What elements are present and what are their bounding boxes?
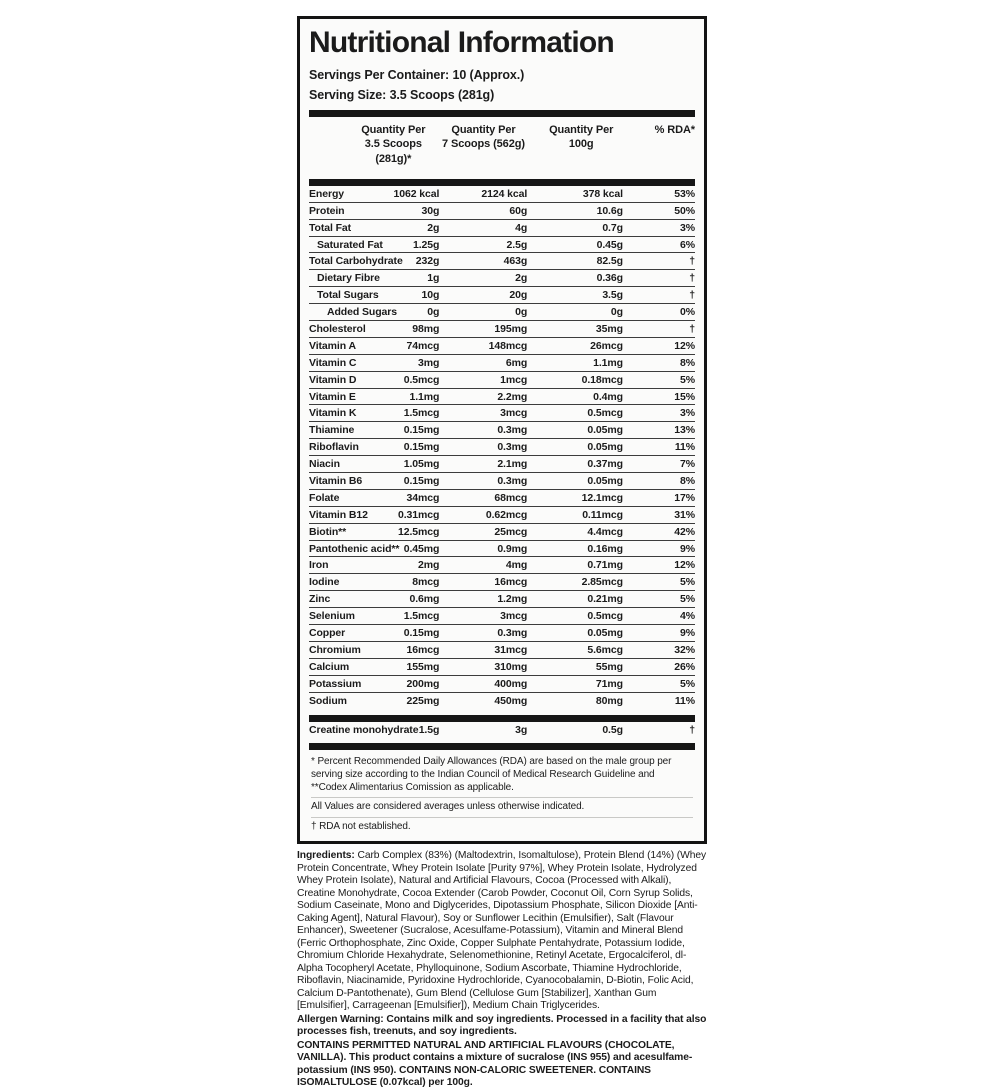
qty-per-serving: 1.5mcg bbox=[403, 610, 440, 623]
allergen-label: Allergen Warning: bbox=[297, 1013, 384, 1025]
qty-per-serving: 0g bbox=[427, 306, 440, 319]
nutrition-panel bbox=[297, 16, 707, 844]
table-row bbox=[309, 541, 695, 558]
nutrient-label: Calcium bbox=[309, 660, 350, 673]
divider-bar bbox=[309, 743, 695, 750]
nutrient-label: Vitamin B6 bbox=[309, 475, 363, 488]
nutrient-label: Energy bbox=[309, 187, 344, 200]
nutrient-label: Niacin bbox=[309, 458, 340, 471]
ingredients-text: Carb Complex (83%) (Maltodextrin, Isomaltulose), Protein Blend (14%) (Whey Protein Concentrate, Whey Protein Isolate [Purity 97%], Whey Protein Isolate, Hydrolyzed Whey Protein Isolate), Natural and Artificial Flavours, Cocoa (Processed with Alkali), Creatine Monohydrate, Cocoa Extender (Carob Powder, Coconut Oil, Corn Syrup Solids, Sodium Caseinate, Mono and Diglycerides, Dipotassium Phosphate, Silicon Dioxide [Anti-Caking Agent], Natural Flavour), Soy or Sunflower Lecithin (Emulsifier), Salt (Flavour Enhancer), Sweetener (Sucralose, Acesulfame-Potassium), Vitamin and Mineral Blend (Ferric Orthophosphate, Zinc Oxide, Copper Sulphate Pentahydrate, Potassium Iodide, Chromium Chloride Hexahydrate, Selenomethionine, Retinyl Acetate, Ergocalciferol, dl-Alpha Tocopheryl Acetate, Phylloquinone, Sodium Ascorbate, Thiamine Hydrochloride, Riboflavin, Niacinamide, Pyridoxine Hydrochloride, Cyanocobalamin, D-Biotin, Folic Acid, Calcium D-Pantothenate), Gum Blend (Cellulose Gum [Stabilizer], Xanthan Gum [Emulsifier], Carrageenan [Emulsifier]), Medium Chain Triglycerides. bbox=[297, 850, 707, 1012]
qty-per-100g: 80mg bbox=[595, 694, 623, 707]
qty-per-100g: 3.5g bbox=[602, 289, 623, 302]
qty-per-serving: 1.25g bbox=[412, 238, 440, 251]
column-header-line: 7 Scoops (562g) bbox=[442, 138, 525, 151]
qty-per-serving: 0.15mg bbox=[403, 424, 440, 437]
rda-footnote: * Percent Recommended Daily Allowances (RDA) are based on the male group per serving size according to the Indian Council of Medical Research Guideline and **Codex Alimentarius Comission as applicable. bbox=[311, 753, 693, 798]
qty-per-serving: 30g bbox=[421, 204, 440, 217]
qty-per-7-scoops: 0.9mg bbox=[497, 542, 528, 555]
rda-percent: † bbox=[689, 272, 695, 285]
nutrient-label: Total Fat bbox=[309, 221, 352, 234]
nutrient-label: Riboflavin bbox=[309, 441, 359, 454]
table-row bbox=[309, 557, 695, 574]
qty-per-7-scoops: 1mcg bbox=[500, 373, 528, 386]
table-row bbox=[309, 524, 695, 541]
nutrient-label: Selenium bbox=[309, 610, 355, 623]
servings-per-container: Servings Per Container: 10 (Approx.) bbox=[309, 67, 525, 82]
nutrient-label: Copper bbox=[309, 627, 346, 640]
table-row bbox=[309, 456, 695, 473]
table-row bbox=[309, 439, 695, 456]
table-row bbox=[309, 355, 695, 372]
allergen-warning bbox=[297, 1014, 707, 1039]
nutrition-label bbox=[297, 16, 707, 1091]
rda-percent: 3% bbox=[680, 407, 695, 420]
qty-per-100g: 12.1mcg bbox=[581, 491, 623, 504]
qty-per-serving: 225mg bbox=[406, 694, 440, 707]
qty-per-serving: 1.5g bbox=[418, 723, 440, 736]
qty-per-serving: 8mcg bbox=[412, 576, 440, 589]
qty-per-7-scoops: 463g bbox=[503, 255, 528, 268]
qty-per-serving: 10g bbox=[421, 289, 440, 302]
qty-per-100g: 0.71mg bbox=[587, 559, 623, 572]
qty-per-serving: 232g bbox=[415, 255, 440, 268]
qty-per-7-scoops: 16mcg bbox=[494, 576, 528, 589]
table-row bbox=[309, 389, 695, 406]
qty-per-serving: 0.5mcg bbox=[403, 373, 440, 386]
rda-percent: 50% bbox=[674, 204, 695, 217]
qty-per-7-scoops: 148mcg bbox=[488, 339, 528, 352]
table-row bbox=[309, 642, 695, 659]
table-row bbox=[309, 237, 695, 254]
qty-per-serving: 0.15mg bbox=[403, 441, 440, 454]
qty-per-7-scoops: 68mcg bbox=[494, 491, 528, 504]
qty-per-7-scoops: 195mg bbox=[494, 323, 528, 336]
qty-per-100g: 10.6g bbox=[596, 204, 623, 217]
rda-percent: 17% bbox=[674, 491, 695, 504]
table-row bbox=[309, 625, 695, 642]
qty-per-100g: 0.05mg bbox=[587, 627, 623, 640]
qty-per-100g: 1.1mg bbox=[593, 356, 623, 369]
nutrient-label: Thiamine bbox=[309, 424, 355, 437]
qty-per-serving: 1062 kcal bbox=[393, 187, 440, 200]
rda-percent: † bbox=[689, 723, 695, 736]
rda-percent: 8% bbox=[680, 475, 695, 488]
table-row bbox=[309, 186, 695, 203]
divider-bar bbox=[309, 110, 695, 117]
qty-per-7-scoops: 3g bbox=[515, 723, 528, 736]
table-row bbox=[309, 490, 695, 507]
rda-percent: 8% bbox=[680, 356, 695, 369]
qty-per-7-scoops: 0.3mg bbox=[497, 627, 528, 640]
nutrient-label: Vitamin A bbox=[309, 339, 356, 352]
nutrient-label: Dietary Fibre bbox=[317, 272, 380, 285]
table-row bbox=[309, 253, 695, 270]
qty-per-100g: 82.5g bbox=[596, 255, 623, 268]
nutrient-label: Pantothenic acid** bbox=[309, 542, 400, 555]
qty-per-100g: 0.4mg bbox=[593, 390, 623, 403]
qty-per-7-scoops: 2.2mg bbox=[497, 390, 528, 403]
qty-per-serving: 34mcg bbox=[406, 491, 440, 504]
qty-per-serving: 1.5mcg bbox=[403, 407, 440, 420]
label-title: Nutritional Information bbox=[309, 26, 614, 59]
nutrient-label: Vitamin K bbox=[309, 407, 357, 420]
table-row bbox=[309, 659, 695, 676]
column-header-row bbox=[309, 117, 695, 174]
qty-per-100g: 5.6mcg bbox=[587, 643, 623, 656]
rda-percent: 13% bbox=[674, 424, 695, 437]
rda-percent: 5% bbox=[680, 576, 695, 589]
nutrient-label: Vitamin B12 bbox=[309, 508, 368, 521]
table-row bbox=[309, 693, 695, 710]
qty-per-7-scoops: 1.2mg bbox=[497, 593, 528, 606]
qty-per-100g: 0.37mg bbox=[587, 458, 623, 471]
table-row bbox=[309, 304, 695, 321]
qty-per-7-scoops: 2.1mg bbox=[497, 458, 528, 471]
qty-per-serving: 155mg bbox=[406, 660, 440, 673]
rda-percent: 12% bbox=[674, 339, 695, 352]
nutrient-label: Saturated Fat bbox=[317, 238, 383, 251]
qty-per-serving: 2mg bbox=[418, 559, 440, 572]
nutrient-label: Sodium bbox=[309, 694, 347, 707]
qty-per-serving: 1.1mg bbox=[409, 390, 440, 403]
rda-percent: 53% bbox=[674, 187, 695, 200]
qty-per-7-scoops: 31mcg bbox=[494, 643, 528, 656]
qty-per-serving: 0.6mg bbox=[409, 593, 440, 606]
ingredients-label: Ingredients: bbox=[297, 850, 355, 862]
qty-per-100g: 71mg bbox=[595, 677, 623, 690]
nutrient-label: Zinc bbox=[309, 593, 331, 606]
table-row bbox=[309, 608, 695, 625]
qty-per-7-scoops: 2g bbox=[515, 272, 528, 285]
qty-per-7-scoops: 0.3mg bbox=[497, 475, 528, 488]
ingredients-paragraph bbox=[297, 850, 707, 1013]
rda-percent: 32% bbox=[674, 643, 695, 656]
nutrient-label: Vitamin C bbox=[309, 356, 357, 369]
qty-per-100g: 0g bbox=[610, 306, 623, 319]
qty-per-serving: 0.15mg bbox=[403, 627, 440, 640]
qty-per-serving: 2g bbox=[427, 221, 440, 234]
table-row bbox=[309, 338, 695, 355]
qty-per-100g: 0.36g bbox=[596, 272, 623, 285]
rda-percent: 5% bbox=[680, 677, 695, 690]
qty-per-serving: 1.05mg bbox=[403, 458, 440, 471]
column-header-per-7-scoops bbox=[440, 123, 528, 152]
table-row bbox=[309, 321, 695, 338]
divider-bar bbox=[309, 715, 695, 722]
rda-percent: † bbox=[689, 289, 695, 302]
column-header-line: Quantity Per bbox=[549, 124, 614, 136]
rda-percent: 42% bbox=[674, 525, 695, 538]
rda-percent: 9% bbox=[680, 627, 695, 640]
averages-footnote: All Values are considered averages unless otherwise indicated. bbox=[311, 798, 693, 818]
qty-per-serving: 200mg bbox=[406, 677, 440, 690]
nutrient-label: Potassium bbox=[309, 677, 362, 690]
rda-percent: 6% bbox=[680, 238, 695, 251]
rda-percent: 7% bbox=[680, 458, 695, 471]
qty-per-serving: 16mcg bbox=[406, 643, 440, 656]
nutrient-label: Vitamin D bbox=[309, 373, 357, 386]
table-row bbox=[309, 473, 695, 490]
nutrient-label: Total Carbohydrate bbox=[309, 255, 403, 268]
rda-percent: 5% bbox=[680, 593, 695, 606]
nutrient-label: Added Sugars bbox=[327, 306, 397, 319]
rda-percent: 31% bbox=[674, 508, 695, 521]
qty-per-100g: 0.7g bbox=[602, 221, 623, 234]
rda-percent: 9% bbox=[680, 542, 695, 555]
qty-per-serving: 3mg bbox=[418, 356, 440, 369]
qty-per-7-scoops: 0.62mcg bbox=[485, 508, 528, 521]
rda-percent: 11% bbox=[674, 441, 695, 454]
column-header-line: % RDA* bbox=[654, 124, 695, 136]
table-row bbox=[309, 203, 695, 220]
serving-size: Serving Size: 3.5 Scoops (281g) bbox=[309, 87, 495, 102]
nutrient-label: Protein bbox=[309, 204, 345, 217]
table-row bbox=[309, 422, 695, 439]
rda-percent: 4% bbox=[680, 610, 695, 623]
footnotes-section bbox=[309, 750, 695, 841]
column-header-per-100g bbox=[527, 123, 623, 152]
qty-per-100g: 0.18mcg bbox=[581, 373, 623, 386]
column-header-line: 100g bbox=[568, 138, 594, 151]
column-header-line: Quantity Per bbox=[361, 124, 426, 136]
column-header-rda bbox=[623, 123, 695, 137]
column-header-per-serving bbox=[309, 123, 440, 166]
qty-per-100g: 0.45g bbox=[596, 238, 623, 251]
nutrient-label: Iron bbox=[309, 559, 329, 572]
qty-per-100g: 378 kcal bbox=[582, 187, 623, 200]
qty-per-100g: 0.16mg bbox=[587, 542, 623, 555]
rda-percent: 3% bbox=[680, 221, 695, 234]
allergen-text: Contains milk and soy ingredients. Processed in a facility that also processes fish, treenuts, and soy ingredients. bbox=[297, 1013, 707, 1038]
qty-per-serving: 0.31mcg bbox=[397, 508, 440, 521]
table-row bbox=[309, 574, 695, 591]
qty-per-100g: 4.4mcg bbox=[587, 525, 623, 538]
qty-per-100g: 0.21mg bbox=[587, 593, 623, 606]
creatine-row bbox=[309, 722, 695, 739]
qty-per-7-scoops: 2124 kcal bbox=[481, 187, 528, 200]
rda-percent: 12% bbox=[674, 559, 695, 572]
nutrient-label: Biotin** bbox=[309, 525, 347, 538]
qty-per-serving: 0.15mg bbox=[403, 475, 440, 488]
qty-per-7-scoops: 6mg bbox=[505, 356, 528, 369]
nutrient-table bbox=[309, 186, 695, 710]
table-row bbox=[309, 287, 695, 304]
qty-per-100g: 0.05mg bbox=[587, 441, 623, 454]
qty-per-7-scoops: 0.3mg bbox=[497, 424, 528, 437]
qty-per-7-scoops: 310mg bbox=[494, 660, 528, 673]
rda-percent: 11% bbox=[674, 694, 695, 707]
qty-per-100g: 26mcg bbox=[590, 339, 623, 352]
rda-percent: 5% bbox=[680, 373, 695, 386]
rda-percent: 26% bbox=[674, 660, 695, 673]
qty-per-100g: 35mg bbox=[595, 323, 623, 336]
table-row bbox=[309, 676, 695, 693]
qty-per-100g: 0.5mcg bbox=[587, 407, 623, 420]
qty-per-serving: 98mg bbox=[412, 323, 440, 336]
rda-percent: 15% bbox=[674, 390, 695, 403]
qty-per-7-scoops: 2.5g bbox=[506, 238, 528, 251]
qty-per-7-scoops: 20g bbox=[509, 289, 528, 302]
table-row bbox=[309, 405, 695, 422]
table-row bbox=[309, 507, 695, 524]
nutrient-label: Total Sugars bbox=[317, 289, 379, 302]
qty-per-serving: 74mcg bbox=[406, 339, 440, 352]
qty-per-serving: 0.45mg bbox=[403, 542, 440, 555]
qty-per-serving: 12.5mcg bbox=[397, 525, 440, 538]
qty-per-7-scoops: 60g bbox=[509, 204, 528, 217]
table-row bbox=[309, 591, 695, 608]
dagger-footnote: † RDA not established. bbox=[311, 820, 411, 832]
rda-percent: 0% bbox=[680, 306, 695, 319]
nutrient-label: Iodine bbox=[309, 576, 340, 589]
qty-per-7-scoops: 3mcg bbox=[500, 407, 528, 420]
qty-per-7-scoops: 400mg bbox=[494, 677, 528, 690]
qty-per-100g: 55mg bbox=[595, 660, 623, 673]
rda-percent: † bbox=[689, 323, 695, 336]
column-header-line: 3.5 Scoops (281g)* bbox=[364, 138, 422, 165]
divider-bar bbox=[309, 179, 695, 186]
label-lower-text bbox=[297, 850, 707, 1090]
contains-statement: CONTAINS PERMITTED NATURAL AND ARTIFICIAL FLAVOURS (CHOCOLATE, VANILLA). This product contains a mixture of sucralose (INS 955) and acesulfame-potassium (INS 950). CONTAINS NON-CALORIC SWEETENER. CONTAINS ISOMALTULOSE (0.07kcal) per 100g. bbox=[297, 1039, 693, 1089]
qty-per-100g: 0.05mg bbox=[587, 475, 623, 488]
column-header-line: Quantity Per bbox=[451, 124, 516, 136]
qty-per-7-scoops: 3mcg bbox=[500, 610, 528, 623]
nutrient-label: Folate bbox=[309, 491, 340, 504]
nutrient-label: Cholesterol bbox=[309, 323, 366, 336]
qty-per-serving: 1g bbox=[427, 272, 440, 285]
nutrient-label: Chromium bbox=[309, 643, 361, 656]
qty-per-100g: 0.05mg bbox=[587, 424, 623, 437]
table-row bbox=[309, 270, 695, 287]
qty-per-7-scoops: 4mg bbox=[505, 559, 528, 572]
qty-per-100g: 2.85mcg bbox=[581, 576, 623, 589]
qty-per-100g: 0.5g bbox=[602, 723, 623, 736]
nutrient-label: Creatine monohydrate bbox=[309, 723, 419, 736]
qty-per-7-scoops: 4g bbox=[515, 221, 528, 234]
table-row bbox=[309, 220, 695, 237]
qty-per-7-scoops: 0.3mg bbox=[497, 441, 528, 454]
rda-percent: † bbox=[689, 255, 695, 268]
qty-per-100g: 0.5mcg bbox=[587, 610, 623, 623]
nutrient-label: Vitamin E bbox=[309, 390, 356, 403]
qty-per-100g: 0.11mcg bbox=[582, 508, 623, 521]
table-row bbox=[309, 372, 695, 389]
qty-per-7-scoops: 25mcg bbox=[494, 525, 528, 538]
qty-per-7-scoops: 450mg bbox=[494, 694, 528, 707]
qty-per-7-scoops: 0g bbox=[515, 306, 528, 319]
